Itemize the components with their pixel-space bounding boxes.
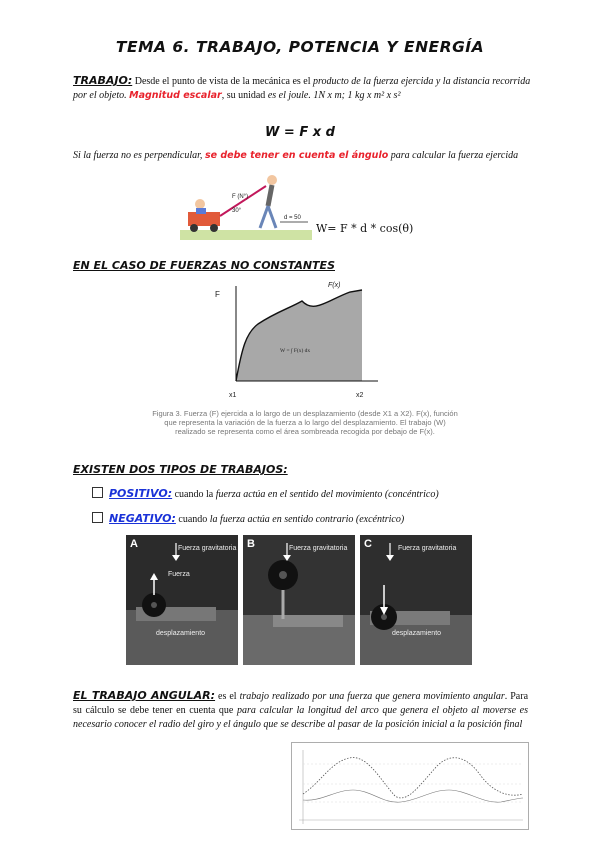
wagon-body: [188, 212, 220, 226]
cos-formula: W= F * d * cos(θ): [316, 222, 414, 235]
angular-text-3: . Para su cálculo se debe tener en cuenta que: [73, 691, 529, 716]
negativo-text-2: la fuerza actúa en sentido contrario (excéntrico): [209, 514, 405, 525]
adult-head: [267, 175, 277, 185]
adult-body: [268, 185, 272, 206]
gravity-label: Fuerza gravitatoria: [398, 545, 457, 552]
panel-letter: C: [364, 538, 372, 550]
perp-text-3: para calcular la fuerza ejercida: [388, 150, 519, 161]
perp-text-1: Si la fuerza no es perpendicular,: [73, 150, 205, 161]
panel-letter: A: [130, 538, 138, 550]
panel-letter: B: [247, 538, 255, 550]
angular-label: EL TRABAJO ANGULAR:: [73, 689, 216, 702]
panel-c-drawing: [360, 535, 472, 665]
distance-label: d = 50: [284, 215, 301, 221]
gravity-label: Fuerza gravitatoria: [178, 545, 237, 552]
no-constantes-heading: EN EL CASO DE FUERZAS NO CONSTANTES: [73, 259, 335, 272]
trabajo-label: TRABAJO:: [73, 74, 133, 87]
panel-a: [126, 535, 238, 665]
angular-paragraph: [73, 689, 528, 732]
angle-label: 30°: [232, 208, 242, 214]
figure-caption: [110, 409, 500, 436]
panel-c: [360, 535, 472, 665]
curve-label: F(x): [328, 282, 341, 289]
displacement-label: desplazamiento: [392, 630, 442, 637]
child-body: [196, 208, 206, 214]
angular-text-4: para calcular la longitud del arco que genera el objeto al moverse es necesario conocer el radio del giro y el ángulo que se describe al pasar de la posición inicial a la posición final: [73, 705, 528, 730]
angular-text-2: trabajo realizado por una fuerza que genera movimiento angular: [239, 691, 505, 702]
negativo-text-1: cuando: [175, 514, 210, 525]
displacement-label: desplazamiento: [156, 630, 206, 637]
angular-plot: [291, 742, 529, 830]
child-head: [195, 199, 205, 209]
variable-force-graph: [210, 278, 390, 406]
positivo-label: POSITIVO:: [109, 487, 173, 500]
checkbox-positivo[interactable]: [92, 487, 103, 498]
checkbox-negativo[interactable]: [92, 512, 103, 523]
x1-label: x1: [229, 392, 237, 399]
adult-leg: [260, 206, 268, 228]
caption-line: Figura 3. Fuerza (F) ejercida a lo largo de un desplazamiento (desde X1 a X2). F(x), función: [152, 409, 458, 418]
trabajo-text-4: , su unidad: [221, 90, 268, 101]
work-area: [236, 290, 362, 381]
wagon-illustration: [176, 172, 426, 250]
trabajo-text-1: Desde el punto de vista de la mecánica es el: [134, 76, 313, 87]
negativo-item: [92, 512, 562, 527]
positivo-item: [92, 487, 562, 502]
axis-y-label: F: [215, 290, 220, 299]
negativo-label: NEGATIVO:: [109, 512, 176, 525]
trabajo-text-2: producto de la fuerza ejercida y la distancia recorrida por el objeto: [73, 76, 531, 101]
trabajo-text-5: es el joule. 1N x m; 1 kg x m² x s²: [267, 90, 401, 101]
panel-b-drawing: [243, 535, 355, 665]
angular-text-1: es el: [215, 691, 240, 702]
panel-b: [243, 535, 355, 665]
force-label: Fuerza: [168, 571, 190, 578]
x2-label: x2: [356, 392, 364, 399]
perpendicular-note: [73, 149, 553, 163]
panel-a-drawing: [126, 535, 238, 665]
caption-line: realizado se representa como el área sombreada recogida por debajo de F(x).: [175, 427, 435, 436]
page-title: TEMA 6. TRABAJO, POTENCIA Y ENERGÍA: [115, 38, 485, 56]
trabajo-text-3: .: [124, 90, 130, 101]
ground: [180, 230, 312, 240]
caption-line: que representa la variación de la fuerza a lo largo del desplazamiento. El trabajo (W): [164, 418, 446, 427]
magnitud-escalar: Magnitud escalar: [129, 90, 222, 101]
wagon-wheel: [210, 224, 218, 232]
positivo-text-2: fuerza actúa en el sentido del movimiento (concéntrico): [215, 489, 439, 500]
pull-handle: [220, 186, 266, 216]
integral-label: W = ∫ F(x) dx: [280, 348, 311, 354]
work-formula: W = F x d: [265, 125, 335, 140]
force-label: F (N°): [232, 194, 249, 200]
tipos-heading: EXISTEN DOS TIPOS DE TRABAJOS:: [73, 463, 288, 476]
perp-text-2: se debe tener en cuenta el ángulo: [204, 150, 389, 161]
positivo-text-1: cuando la: [172, 489, 216, 500]
wagon-wheel: [190, 224, 198, 232]
trabajo-paragraph: [73, 74, 533, 103]
gravity-label: Fuerza gravitatoria: [289, 545, 348, 552]
adult-leg: [268, 206, 276, 228]
